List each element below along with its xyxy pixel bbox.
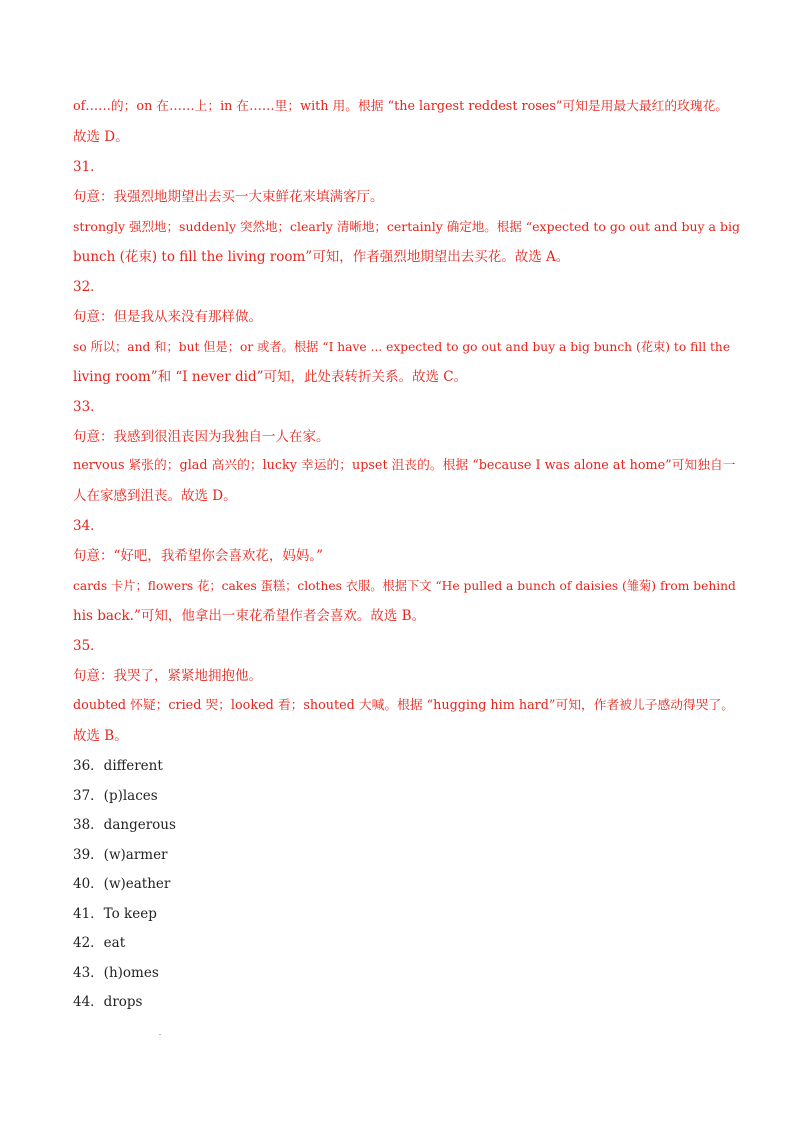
explanation-line: strongly 强烈地；suddenly 突然地；clearly 清晰地；certainly 确定地。根据 “expected to go out and buy a big	[73, 219, 740, 234]
explanation-line: 句意：但是我从来没有那样做。	[73, 309, 262, 325]
explanation-line: 句意：我强烈地期望出去买一大束鲜花来填满客厅。	[73, 189, 384, 205]
explanation-line: 句意：我哭了，紧紧地拥抱他。	[73, 668, 262, 684]
explanation-line: cards 卡片；flowers 花；cakes 蛋糕；clothes 衣服。根据下文 “He pulled a bunch of daisies (雏菊) from behind	[73, 579, 736, 593]
answer-item: 42．eat	[73, 935, 126, 951]
explanation-line: 句意：我感到很沮丧因为我独自一人在家。	[73, 429, 330, 445]
question-number: 35．	[73, 638, 104, 654]
answer-item: 37．(p)laces	[73, 788, 158, 804]
explanation-line: of……的；on 在……上；in 在……里；with 用。根据 “the largest reddest roses”可知是用最大最红的玫瑰花。	[73, 99, 729, 114]
question-number: 34．	[73, 518, 104, 534]
question-number: 31．	[73, 159, 104, 175]
explanation-line: nervous 紧张的；glad 高兴的；lucky 幸运的；upset 沮丧的。根据 “because I was alone at home”可知独自一	[73, 458, 736, 473]
stray-mark	[159, 1034, 161, 1035]
answer-item: 44．drops	[73, 994, 143, 1010]
explanation-line: 句意：“好吧，我希望你会喜欢花，妈妈。”	[73, 548, 324, 564]
answer-item: 41．To keep	[73, 906, 157, 922]
explanation-line: 故选 D。	[73, 129, 129, 145]
explanation-line: so 所以；and 和；but 但是；or 或者。根据 “I have ... expected to go out and buy a big bunch (花束) to fill the	[73, 340, 731, 354]
explanation-line: his back.”可知，他拿出一束花希望作者会喜欢。故选 B。	[73, 608, 426, 624]
answer-item: 39．(w)armer	[73, 847, 168, 863]
answer-item: 38．dangerous	[73, 817, 176, 833]
answer-item: 36．different	[73, 758, 163, 774]
question-number: 33．	[73, 399, 104, 415]
explanation-line: bunch (花束) to fill the living room”可知，作者强烈地期望出去买花。故选 A。	[73, 249, 570, 265]
question-number: 32．	[73, 279, 104, 295]
explanation-line: 人在家感到沮丧。故选 D。	[73, 488, 237, 504]
answer-item: 43．(h)omes	[73, 965, 159, 981]
explanation-line: doubted 怀疑；cried 哭；looked 看；shouted 大喊。根据 “hugging him hard”可知，作者被儿子感动得哭了。	[73, 698, 734, 713]
explanation-line: living room”和 “I never did”可知，此处表转折关系。故选 C。	[73, 369, 468, 385]
explanation-line: 故选 B。	[73, 728, 128, 744]
answer-item: 40．(w)eather	[73, 876, 171, 892]
